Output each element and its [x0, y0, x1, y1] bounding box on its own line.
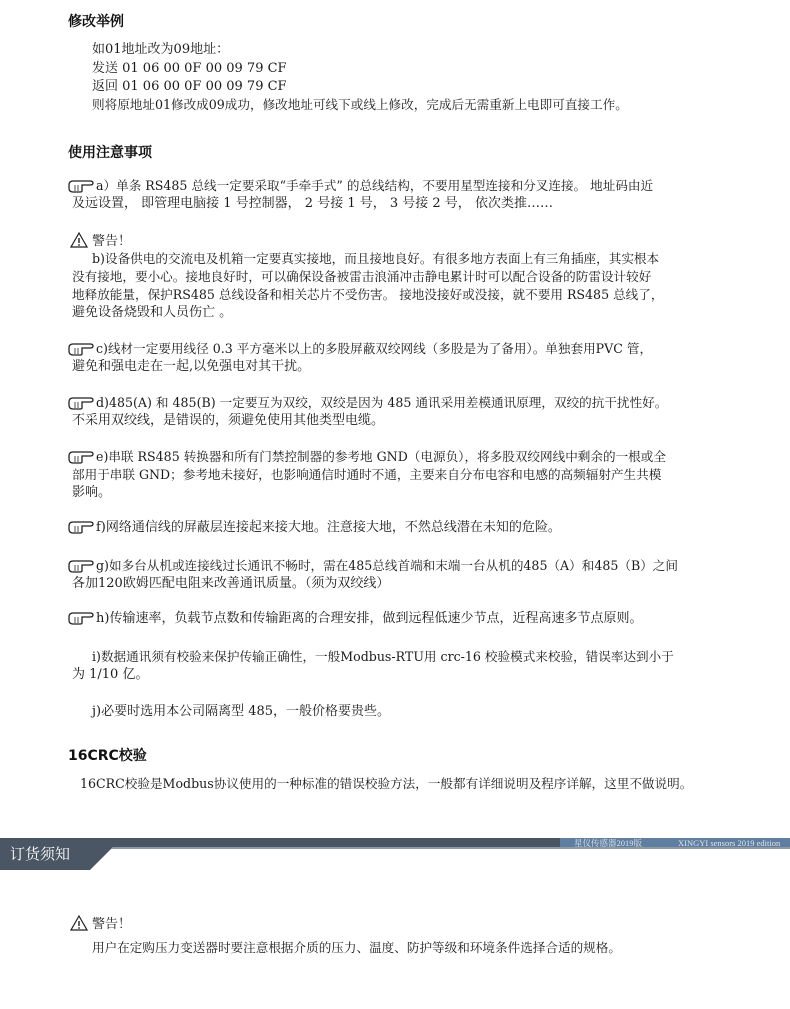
pointing-hand-icon: [68, 450, 94, 464]
pointing-hand-icon: [68, 342, 94, 356]
note-i-line-2: 为 1/10 亿。: [72, 667, 149, 682]
note-e: [68, 448, 728, 502]
pointing-hand-icon: [68, 179, 94, 193]
edition-cn: 星仪传感器2019版: [574, 838, 643, 848]
warning-label: 警告！: [92, 234, 132, 249]
crc-heading: 16CRC校验: [68, 748, 147, 764]
note-c: [68, 340, 728, 376]
note-d: [68, 394, 728, 430]
note-a-line-2: 及远设置， 即管理电脑接 1 号控制器， 2 号接 1 号， 3 号接 2 号， 依次类推……: [72, 196, 553, 211]
pointing-hand-icon: [68, 396, 94, 410]
warning-1: [70, 232, 131, 251]
note-h-line-1: h)传输速率，负载节点数和传输距离的合理安排，做到远程低速少节点，近程高速多节点原则。: [96, 611, 643, 626]
order-warning-label: 警告！: [92, 917, 132, 932]
note-i: [72, 648, 732, 684]
note-b-line-2: 没有接地，要小心。接地良好时，可以确保设备被雷击浪涌冲击静电累计时可以配合设备的防雷设计较好: [72, 269, 652, 284]
note-b: [72, 250, 732, 322]
modify-line-3: 返回 01 06 00 0F 00 09 79 CF: [92, 79, 287, 94]
note-g-line-2: 各加120欧姆匹配电阻来改善通讯质量。（须为双绞线）: [72, 576, 390, 591]
warning-triangle-icon: [70, 232, 88, 248]
note-g-line-1: g)如多台从机或连接线过长通讯不畅时，需在485总线首端和末端一台从机的485（A）和485（B）之间: [96, 558, 678, 573]
note-d-line-2: 不采用双绞线，是错误的，须避免使用其他类型电缆。: [72, 413, 385, 428]
note-a-line-1: a）单条 RS485 总线一定要采取“手牵手式” 的总线结构，不要用星型连接和分叉连接。 地址码由近: [96, 178, 654, 193]
modify-line-1: 如01地址改为09地址：: [92, 42, 230, 57]
warning-triangle-icon: [70, 915, 88, 931]
note-j: j)必要时选用本公司隔离型 485，一般价格要贵些。: [92, 704, 391, 719]
note-e-line-3: 影响。: [72, 485, 112, 500]
note-f: [68, 519, 728, 537]
note-b-line-3: 地释放能量，保护RS485 总线设备和相关芯片不受伤害。 接地没接好或没接，就不要用 RS485 总线了，: [72, 287, 664, 302]
note-b-line-4: 避免设备烧毁和人员伤亡 。: [72, 305, 233, 320]
note-e-line-1: e)串联 RS485 转换器和所有门禁控制器的参考地 GND（电源负），将多股双绞网线中剩余的一根或全: [96, 449, 666, 464]
warning-2: [70, 915, 131, 934]
note-i-line-1: i)数据通讯须有校验来保护传输正确性，一般Modbus-RTU用 crc-16 校验模式来校验，错误率达到小于: [92, 649, 674, 664]
note-f-line-1: f)网络通信线的屏蔽层连接起来接大地。注意接大地，不然总线潜在未知的危险。: [96, 520, 561, 535]
order-notice-title: 订货须知: [10, 845, 71, 863]
note-e-line-2: 部用于串联 GND；参考地未接好，也影响通信时通时不通，主要来自分布电容和电感的高频辐射产生共模: [72, 467, 662, 482]
note-c-line-1: c)线材一定要用线径 0.3 平方毫米以上的多股屏蔽双绞网线（多股是为了备用）。单独套用PVC 管，: [96, 341, 653, 356]
edition-en: XINGYI sensors 2019 edition: [678, 838, 781, 848]
note-d-line-1: d)485(A) 和 485(B) 一定要互为双绞，双绞是因为 485 通讯采用差模通讯原理，双绞的抗干扰性好。: [96, 395, 668, 410]
crc-text: 16CRC校验是Modbus协议使用的一种标准的错误校验方法，一般都有详细说明及程序详解，这里不做说明。: [80, 776, 693, 791]
modify-line-4: 则将原地址01修改成09成功，修改地址可线下或线上修改，完成后无需重新上电即可直接工作。: [92, 97, 628, 112]
note-b-line-1: b)设备供电的交流电及机箱一定要真实接地，而且接地良好。有很多地方表面上有三角插座，其实根本: [92, 251, 660, 266]
pointing-hand-icon: [68, 559, 94, 573]
order-notice-bar: [0, 838, 790, 870]
usage-notes-heading: 使用注意事项: [68, 145, 152, 161]
note-h: [68, 610, 728, 628]
pointing-hand-icon: [68, 611, 94, 625]
note-g: [68, 557, 728, 593]
order-warning-text: 用户在定购压力变送器时要注意根据介质的压力、温度、防护等级和环境条件选择合适的规格。: [92, 940, 621, 955]
note-c-line-2: 避免和强电走在一起,以免强电对其干扰。: [72, 359, 311, 374]
modify-line-2: 发送 01 06 00 0F 00 09 79 CF: [92, 61, 287, 76]
note-a: [68, 177, 728, 213]
pointing-hand-icon: [68, 520, 94, 534]
modify-example-heading: 修改举例: [68, 14, 124, 30]
